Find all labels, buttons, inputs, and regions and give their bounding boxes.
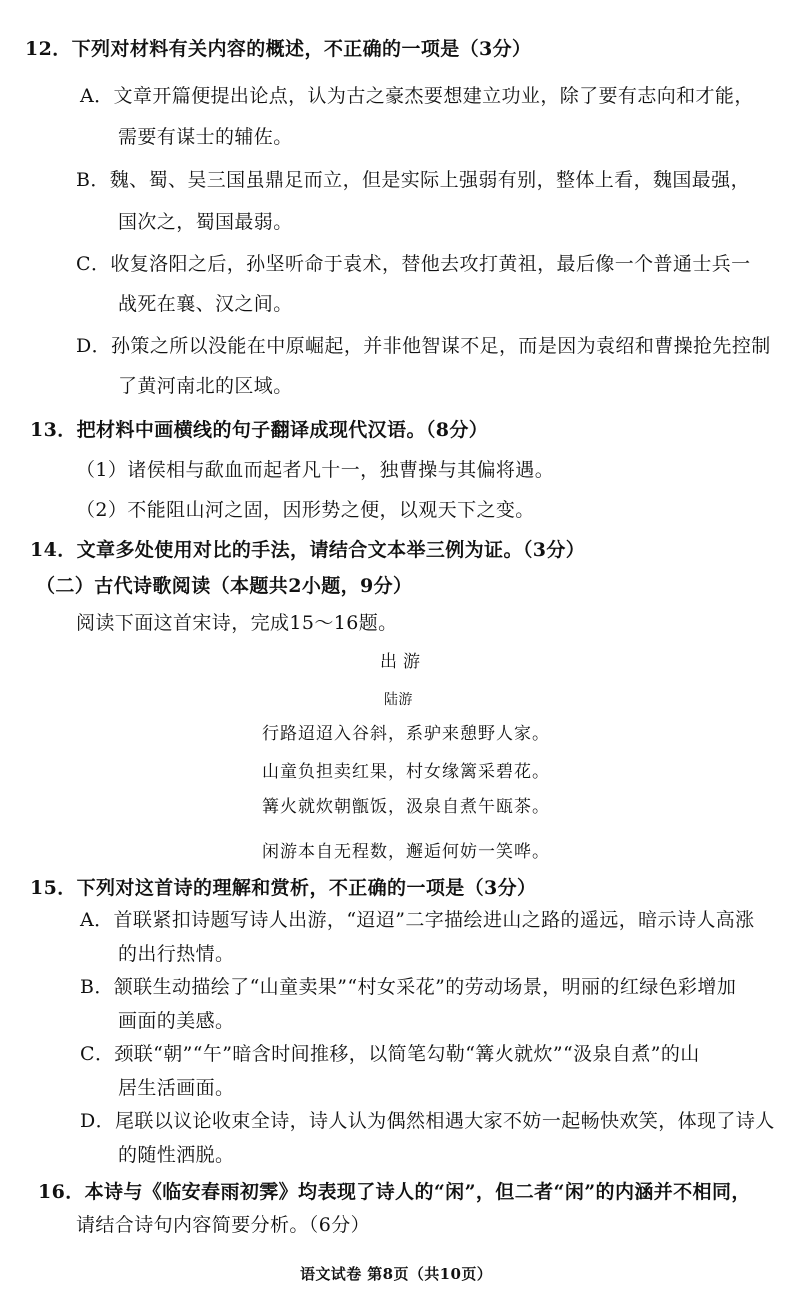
poem-line-1: 行路迢迢入谷斜，系驴来憩野人家。 bbox=[262, 724, 550, 744]
q12-option-a-line2: 需要有谋士的辅佐。 bbox=[118, 126, 293, 148]
q15-option-c-line1: C．颈联“朝”“午”暗含时间推移，以简笔勾勒“篝火就炊”“汲泉自煮”的山 bbox=[80, 1043, 700, 1065]
poem-author: 陆游 bbox=[384, 692, 413, 708]
section-2-intro: 阅读下面这首宋诗，完成15～16题。 bbox=[76, 612, 398, 634]
q13-sentence-2: （2）不能阻山河之固，因形势之便，以观天下之变。 bbox=[76, 499, 535, 521]
q15-option-c-line2: 居生活画面。 bbox=[118, 1077, 235, 1099]
q15-option-b-line1: B．颔联生动描绘了“山童卖果”“村女采花”的劳动场景，明丽的红绿色彩增加 bbox=[80, 976, 737, 998]
q12-option-d-line1: D．孙策之所以没能在中原崛起，并非他智谋不足，而是因为袁绍和曹操抢先控制 bbox=[76, 335, 771, 357]
poem-line-4: 闲游本自无程数，邂逅何妨一笑哗。 bbox=[262, 842, 550, 862]
q13-sentence-1: （1）诸侯相与歃血而起者凡十一，独曹操与其偏将遇。 bbox=[76, 459, 555, 481]
q12-option-a-line1: A．文章开篇便提出论点，认为古之豪杰要想建立功业，除了要有志向和才能， bbox=[80, 85, 754, 107]
poem-line-3: 篝火就炊朝甑饭，汲泉自煮午瓯茶。 bbox=[262, 797, 550, 817]
poem-title: 出游 bbox=[380, 652, 426, 672]
q15-option-b-line2: 画面的美感。 bbox=[118, 1010, 235, 1032]
page-footer: 语文试卷 第8页（共10页） bbox=[300, 1265, 493, 1283]
q12-option-d-line2: 了黄河南北的区域。 bbox=[118, 375, 293, 397]
section-2-heading: （二）古代诗歌阅读（本题共2小题，9分） bbox=[36, 575, 413, 597]
question-13-stem: 13．把材料中画横线的句子翻译成现代汉语。（8分） bbox=[30, 419, 489, 441]
poem-line-2: 山童负担卖红果，村女缘篱采碧花。 bbox=[262, 762, 550, 782]
q12-option-b-line1: B．魏、蜀、吴三国虽鼎足而立，但是实际上强弱有别，整体上看，魏国最强， bbox=[76, 169, 750, 191]
q15-option-d-line1: D．尾联以议论收束全诗，诗人认为偶然相遇大家不妨一起畅快欢笑，体现了诗人 bbox=[80, 1110, 775, 1132]
q15-option-a-line2: 的出行热情。 bbox=[118, 943, 235, 965]
q12-option-c-line2: 战死在襄、汉之间。 bbox=[118, 293, 293, 315]
question-12-stem: 12．下列对材料有关内容的概述，不正确的一项是（3分） bbox=[25, 38, 532, 60]
question-16-line1: 16．本诗与《临安春雨初霁》均表现了诗人的“闲”，但二者“闲”的内涵并不相同， bbox=[38, 1181, 751, 1203]
q12-option-b-line2: 国次之，蜀国最弱。 bbox=[118, 211, 293, 233]
question-15-stem: 15．下列对这首诗的理解和赏析，不正确的一项是（3分） bbox=[30, 877, 537, 899]
q12-option-c-line1: C．收复洛阳之后，孙坚听命于袁术，替他去攻打黄祖，最后像一个普通士兵一 bbox=[76, 253, 751, 275]
q15-option-d-line2: 的随性洒脱。 bbox=[118, 1144, 235, 1166]
question-14-stem: 14．文章多处使用对比的手法，请结合文本举三例为证。（3分） bbox=[30, 539, 586, 561]
question-16-line2: 请结合诗句内容简要分析。（6分） bbox=[76, 1214, 370, 1236]
q15-option-a-line1: A．首联紧扣诗题写诗人出游，“迢迢”二字描绘进山之路的遥远，暗示诗人高涨 bbox=[80, 909, 755, 931]
